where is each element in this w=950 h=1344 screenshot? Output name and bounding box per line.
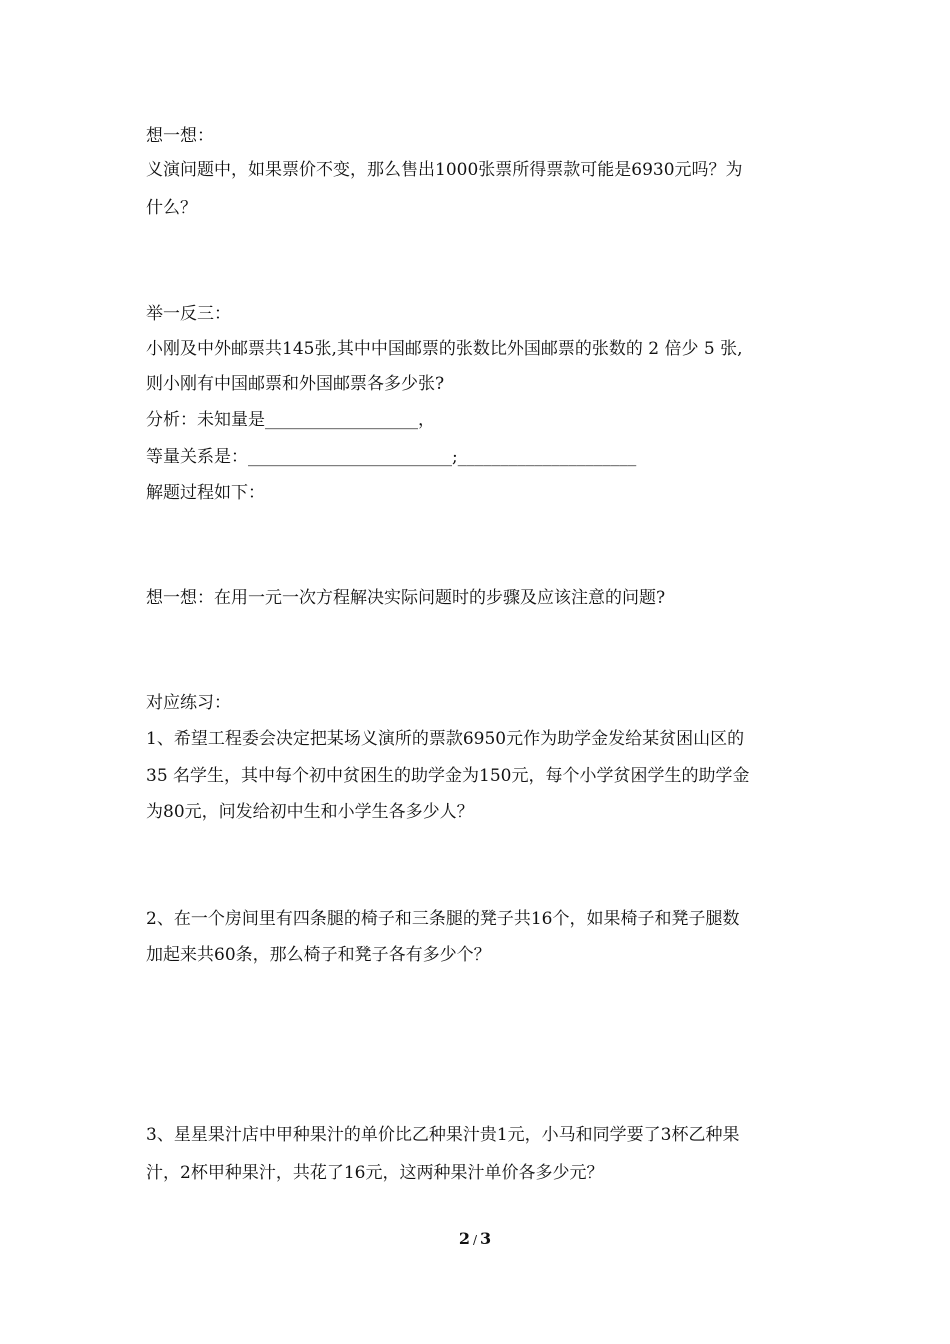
total-pages: 3 (480, 1229, 492, 1248)
exercise-1-line: 35 名学生，其中每个初中贫困生的助学金为150元，每个小学贫困学生的助学金 (146, 766, 750, 786)
paragraph-line: 小刚及中外邮票共145张,其中中国邮票的张数比外国邮票的张数的 2 倍少 5 张, (146, 339, 743, 359)
section-heading-extension: 举一反三： (146, 304, 231, 324)
process-line: 解题过程如下： (146, 483, 265, 503)
paragraph-line: 什么？ (146, 198, 197, 218)
exercise-3-line: 汁，2杯甲种果汁，共花了16元，这两种果汁单价各多少元？ (146, 1163, 604, 1183)
analysis-line: 分析：未知量是__________________， (146, 410, 435, 430)
exercise-1-line: 为80元，问发给初中生和小学生各多少人？ (146, 802, 474, 822)
paragraph-line: 义演问题中，如果票价不变，那么售出1000张票所得票款可能是6930元吗？为 (146, 160, 743, 180)
section-heading-think: 想一想： (146, 126, 214, 146)
section-heading-exercises: 对应练习： (146, 693, 231, 713)
page-number (0, 1228, 950, 1251)
paragraph-line: 则小刚有中国邮票和外国邮票各多少张? (146, 374, 445, 394)
exercise-2-line: 加起来共60条，那么椅子和凳子各有多少个？ (146, 945, 491, 965)
relation-line: 等量关系是：________________________;_____________________ (146, 447, 637, 467)
think-question: 想一想：在用一元一次方程解决实际问题时的步骤及应该注意的问题? (146, 588, 666, 608)
page-separator: / (472, 1233, 478, 1247)
exercise-3-line: 3、星星果汁店中甲种果汁的单价比乙种果汁贵1元，小马和同学要了3杯乙种果 (146, 1125, 740, 1145)
current-page: 2 (458, 1229, 470, 1248)
exercise-1-line: 1、希望工程委会决定把某场义演所的票款6950元作为助学金发给某贫困山区的 (146, 729, 745, 749)
exercise-2-line: 2、在一个房间里有四条腿的椅子和三条腿的凳子共16个，如果椅子和凳子腿数 (146, 909, 740, 929)
